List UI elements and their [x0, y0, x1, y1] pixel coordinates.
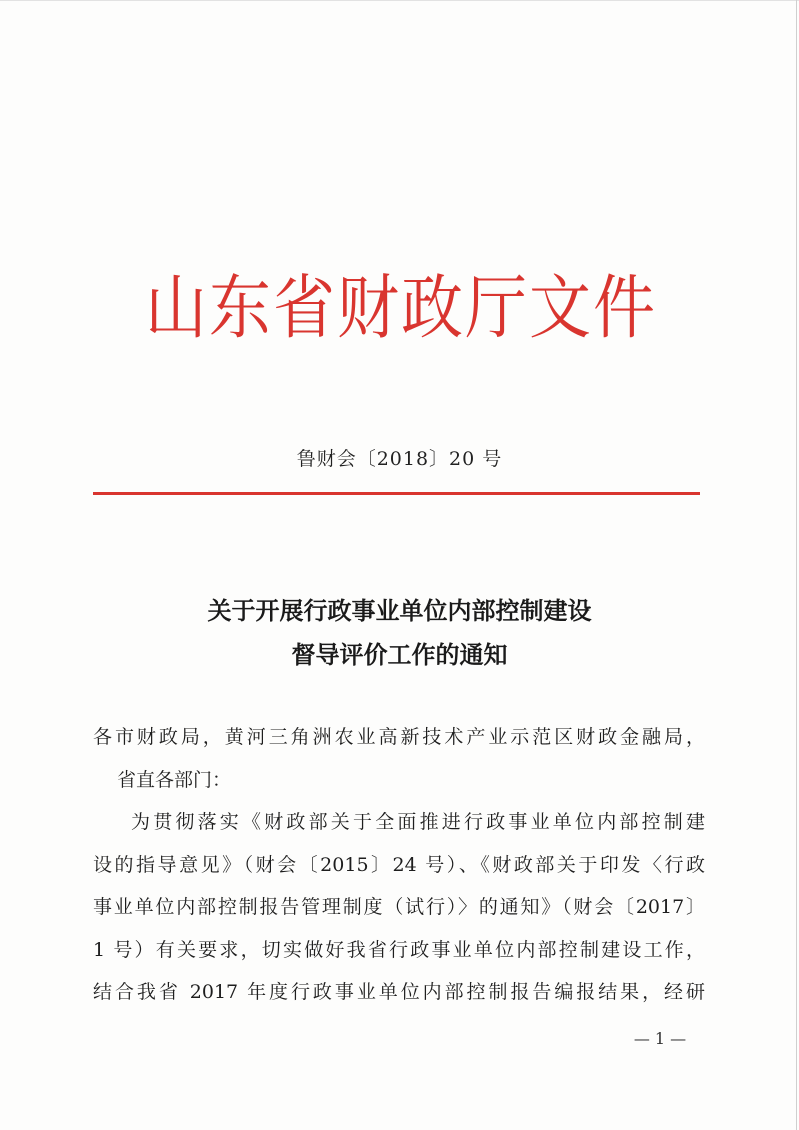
body-line-addressee-cont: 省直各部门： — [117, 768, 232, 791]
document-number: 鲁财会〔2018〕20 号 — [296, 448, 503, 470]
scan-edge-right — [796, 0, 797, 1130]
document-title — [0, 589, 799, 677]
document-title-line-2: 督导评价工作的通知 — [291, 641, 508, 669]
document-title-line-1: 关于开展行政事业单位内部控制建设 — [207, 597, 592, 625]
body-line: 1 号）有关要求，切实做好我省行政事业单位内部控制建设工作， — [93, 938, 705, 961]
body-line: 事业单位内部控制报告管理制度（试行）〉的通知》（财会〔2017〕 — [93, 896, 705, 918]
masthead-title: 山东省财政厅文件 — [144, 266, 657, 349]
document-body — [93, 716, 705, 1014]
body-line-addressee: 各市财政局，黄河三角洲农业高新技术产业示范区财政金融局， — [93, 726, 705, 748]
body-line: 设的指导意见》（财会〔2015〕24 号）、《财政部关于印发〈行政 — [93, 853, 705, 876]
red-separator-rule — [93, 492, 700, 495]
body-line-paragraph-start: 为贯彻落实《财政部关于全面推进行政事业单位内部控制建 — [131, 811, 705, 833]
scan-edge-top — [0, 0, 799, 1]
body-line: 结合我省 2017 年度行政事业单位内部控制报告编报结果，经研 — [93, 981, 705, 1003]
page-number: — 1 — — [633, 1029, 687, 1048]
